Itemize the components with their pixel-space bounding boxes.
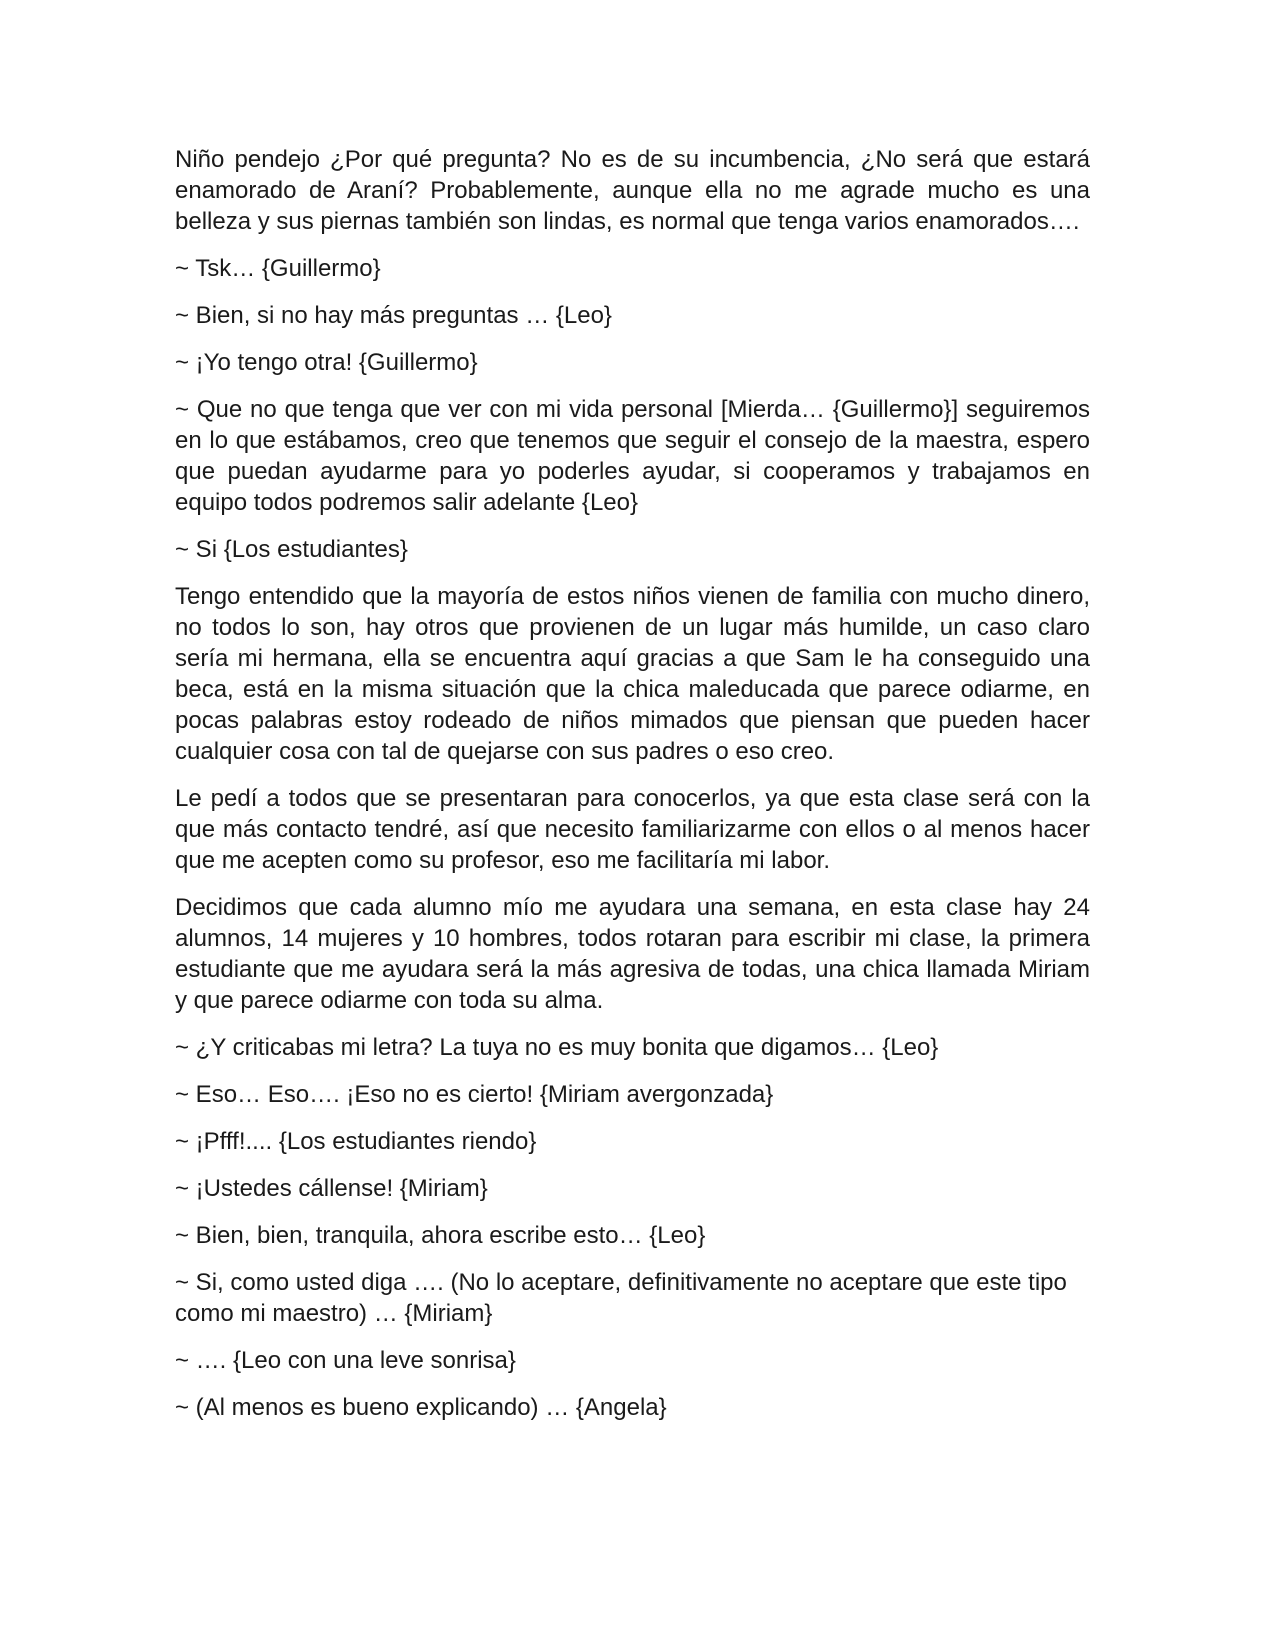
narration-paragraph: Le pedí a todos que se presentaran para conocerlos, ya que esta clase será con la que más contacto tendré, así que necesito familiarizarme con ellos o al menos hacer que me acepten como su profesor, eso me facilitaría mi labor. [175,785,1090,874]
dialogue-line: ~ (Al menos es bueno explicando) … {Angela} [175,1394,667,1421]
document-body [175,144,1090,1439]
dialogue-line: ~ Bien, bien, tranquila, ahora escribe esto… {Leo} [175,1222,706,1249]
dialogue-line: ~ Si {Los estudiantes} [175,536,408,563]
dialogue-line: ~ ¡Yo tengo otra! {Guillermo} [175,349,478,376]
dialogue-line: ~ Bien, si no hay más preguntas … {Leo} [175,302,612,329]
dialogue-line: ~ ¿Y criticabas mi letra? La tuya no es muy bonita que digamos… {Leo} [175,1034,939,1061]
dialogue-line: ~ Tsk… {Guillermo} [175,255,381,282]
dialogue-line: ~ Si, como usted diga …. (No lo aceptare, definitivamente no aceptare que este tipo como mi maestro) … {Miriam} [175,1269,1067,1327]
narration-paragraph: Tengo entendido que la mayoría de estos niños vienen de familia con mucho dinero, no todos lo son, hay otros que provienen de un lugar más humilde, un caso claro sería mi hermana, ella se encuentra aquí gracias a que Sam le ha conseguido una beca, está en la misma situación que la chica maleducada que parece odiarme, en pocas palabras estoy rodeado de niños mimados que piensan que pueden hacer cualquier cosa con tal de quejarse con sus padres o eso creo. [175,583,1090,765]
narration-paragraph: Decidimos que cada alumno mío me ayudara una semana, en esta clase hay 24 alumnos, 14 mujeres y 10 hombres, todos rotaran para escribir mi clase, la primera estudiante que me ayudara será la más agresiva de todas, una chica llamada Miriam y que parece odiarme con toda su alma. [175,894,1090,1014]
dialogue-line: ~ …. {Leo con una leve sonrisa} [175,1347,516,1374]
dialogue-line: ~ Que no que tenga que ver con mi vida personal [Mierda… {Guillermo}] seguiremos en lo que estábamos, creo que tenemos que seguir el consejo de la maestra, espero que puedan ayudarme para yo poderles ayudar, si cooperamos y trabajamos en equipo todos podremos salir adelante {Leo} [175,396,1090,516]
dialogue-line: ~ ¡Ustedes cállense! {Miriam} [175,1175,488,1202]
dialogue-line: ~ ¡Pfff!.... {Los estudiantes riendo} [175,1128,537,1155]
narration-paragraph: Niño pendejo ¿Por qué pregunta? No es de su incumbencia, ¿No será que estará enamorado de Araní? Probablemente, aunque ella no me agrade mucho es una belleza y sus piernas también son lindas, es normal que tenga varios enamorados…. [175,146,1090,235]
dialogue-line: ~ Eso… Eso…. ¡Eso no es cierto! {Miriam avergonzada} [175,1081,774,1108]
